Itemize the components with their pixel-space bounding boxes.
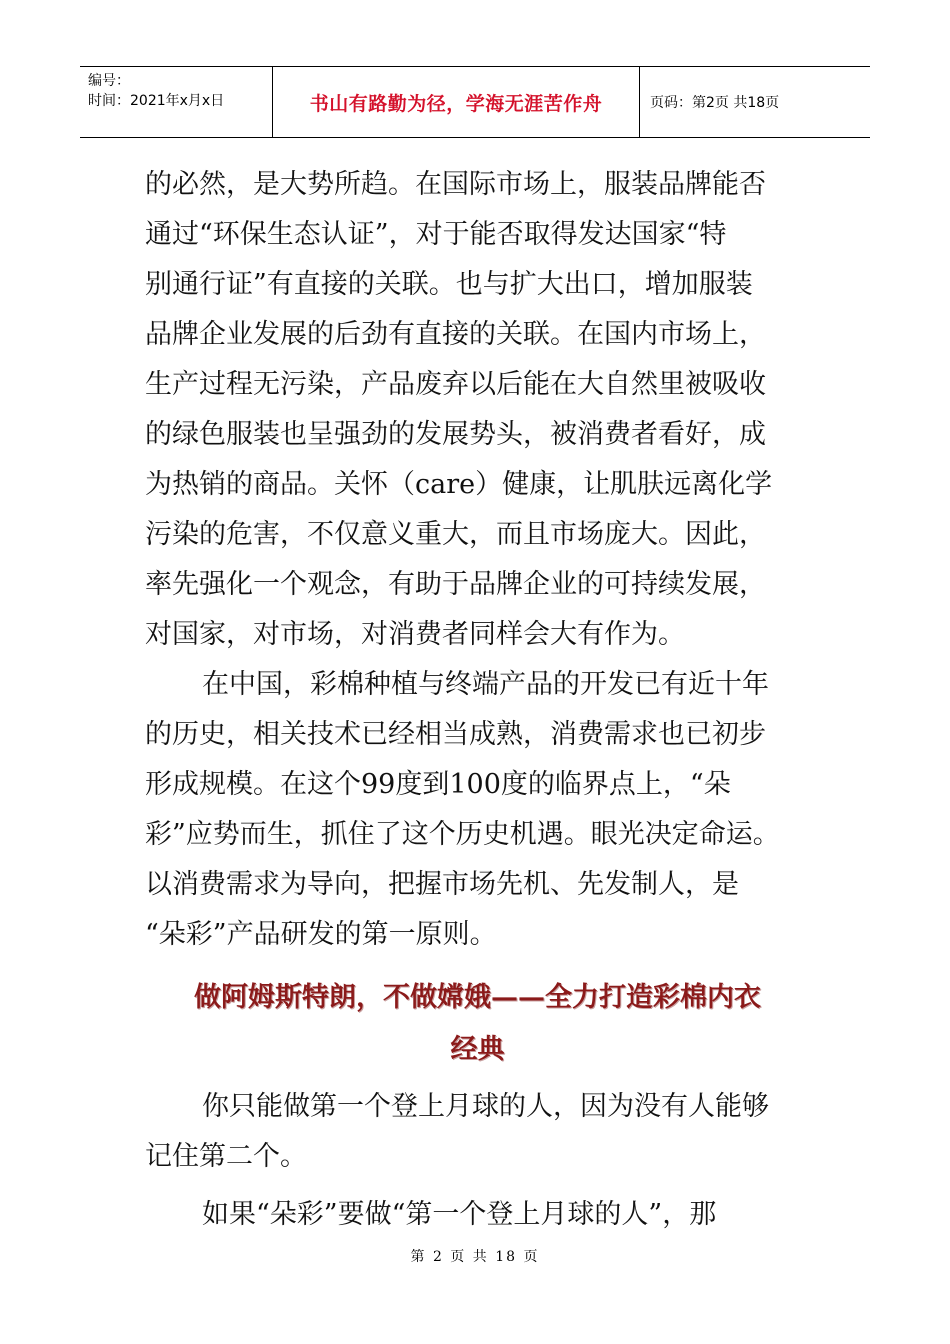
paragraph-4 (145, 1190, 810, 1240)
text-line: 率先强化一个观念，有助于品牌企业的可持续发展， (145, 569, 766, 600)
text-line: 通过“环保生态认证”，对于能否取得发达国家“特 (145, 219, 727, 250)
body-text-continued (145, 1082, 810, 1248)
heading-line: 做阿姆斯特朗，不做嫦娥——全力打造彩棉内衣 (194, 982, 761, 1013)
paragraph-2 (145, 660, 810, 960)
text-line: 为热销的商品。关怀（care）健康，让肌肤远离化学 (145, 469, 773, 500)
section-heading (145, 972, 810, 1076)
text-line: 记住第二个。 (145, 1141, 307, 1172)
document-code-label: 编号： (88, 73, 130, 89)
text-line: 生产过程无污染，产品废弃以后能在大自然里被吸收 (145, 369, 766, 400)
page-header (80, 66, 870, 138)
text-line: 的必然，是大势所趋。在国际市场上，服装品牌能否 (145, 169, 766, 200)
header-meta (80, 67, 272, 137)
paragraph-3 (145, 1082, 810, 1182)
text-line: 品牌企业发展的后劲有直接的关联。在国内市场上， (145, 319, 766, 350)
text-line: “朵彩”产品研发的第一原则。 (145, 919, 497, 950)
paragraph-1 (145, 160, 810, 660)
header-motto: 书山有路勤为径，学海无涯苦作舟 (272, 67, 640, 137)
text-line: 污染的危害，不仅意义重大，而且市场庞大。因此， (145, 519, 766, 550)
text-line: 的绿色服装也呈强劲的发展势头，被消费者看好，成 (145, 419, 766, 450)
document-date-label: 时间：2021年x月x日 (88, 93, 225, 109)
text-line: 以消费需求为导向，把握市场先机、先发制人，是 (145, 869, 739, 900)
header-page-info: 页码：第2页 共18页 (650, 95, 780, 111)
text-line: 别通行证”有直接的关联。也与扩大出口，增加服装 (145, 269, 753, 300)
text-line: 你只能做第一个登上月球的人，因为没有人能够 (202, 1091, 769, 1122)
text-line: 彩”应势而生，抓住了这个历史机遇。眼光决定命运。 (145, 819, 780, 850)
text-line: 在中国，彩棉种植与终端产品的开发已有近十年 (202, 669, 769, 700)
heading-line: 经典 (450, 1034, 505, 1065)
body-text (145, 160, 810, 960)
text-line: 的历史，相关技术已经相当成熟，消费需求也已初步 (145, 719, 766, 750)
text-line: 对国家，对市场，对消费者同样会大有作为。 (145, 619, 685, 650)
text-line: 形成规模。在这个99度到100度的临界点上，“朵 (145, 769, 731, 800)
page-footer: 第 2 页 共 18 页 (410, 1249, 540, 1265)
text-line: 如果“朵彩”要做“第一个登上月球的人”，那 (202, 1199, 717, 1230)
